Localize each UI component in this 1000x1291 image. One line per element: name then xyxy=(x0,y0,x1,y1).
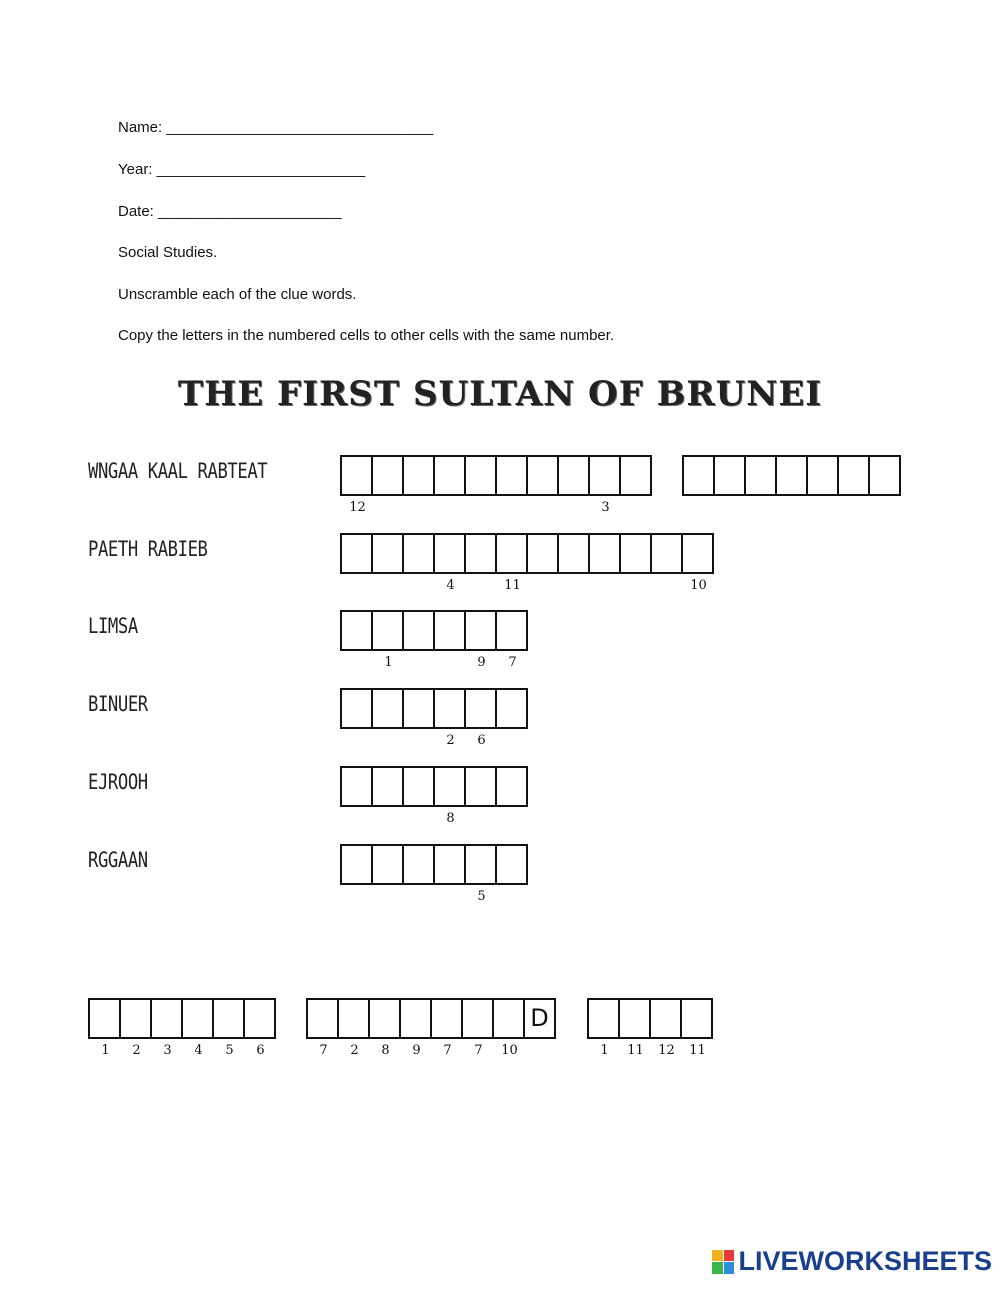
letter-cell[interactable] xyxy=(682,998,713,1058)
letter-input[interactable] xyxy=(870,457,899,494)
cell-number: 9 xyxy=(412,1043,421,1058)
letter-input[interactable] xyxy=(589,1000,618,1037)
letter-input[interactable] xyxy=(590,535,619,572)
letter-cell[interactable] xyxy=(401,998,432,1058)
subject-line: Social Studies. xyxy=(118,244,218,261)
letter-cell[interactable] xyxy=(245,998,276,1058)
letter-cell[interactable] xyxy=(373,533,404,574)
letter-input[interactable] xyxy=(432,1000,461,1037)
letter-input[interactable] xyxy=(404,457,433,494)
letter-input[interactable] xyxy=(620,1000,649,1037)
cell-number: 1 xyxy=(384,655,393,670)
letter-input[interactable] xyxy=(404,846,433,883)
letter-cell[interactable] xyxy=(651,998,682,1058)
letter-cell[interactable] xyxy=(342,455,373,515)
letter-input[interactable] xyxy=(435,457,464,494)
letter-cell[interactable] xyxy=(435,455,466,496)
letter-input[interactable] xyxy=(683,535,712,572)
letter-cell[interactable] xyxy=(373,766,404,807)
letter-cell[interactable] xyxy=(590,533,621,574)
letter-cell[interactable] xyxy=(308,998,339,1058)
cell-number: 6 xyxy=(256,1043,265,1058)
letter-input[interactable] xyxy=(466,535,495,572)
cell-number: 4 xyxy=(194,1043,203,1058)
instruction-unscramble: Unscramble each of the clue words. xyxy=(118,286,357,303)
letter-cell[interactable] xyxy=(404,766,435,807)
cell-number: 7 xyxy=(474,1043,483,1058)
letter-input[interactable] xyxy=(621,457,650,494)
letter-cell[interactable] xyxy=(652,533,683,574)
letter-cell[interactable] xyxy=(589,998,620,1058)
letter-input[interactable] xyxy=(339,1000,368,1037)
letter-cell[interactable] xyxy=(870,455,901,496)
letter-cell[interactable] xyxy=(497,688,528,729)
letter-cell[interactable] xyxy=(435,766,466,826)
prefilled-letter: D xyxy=(530,1004,549,1032)
letter-cell[interactable] xyxy=(494,998,525,1058)
letter-input[interactable] xyxy=(839,457,868,494)
letter-cell[interactable] xyxy=(497,533,528,593)
letter-input[interactable] xyxy=(435,612,464,649)
letter-input[interactable] xyxy=(404,612,433,649)
letter-cell[interactable] xyxy=(373,455,404,496)
letter-input[interactable] xyxy=(152,1000,181,1037)
letter-cell[interactable] xyxy=(339,998,370,1058)
year-line: Year: _________________________ xyxy=(118,161,366,178)
letter-cell[interactable] xyxy=(715,455,746,496)
letter-input[interactable] xyxy=(342,768,371,805)
instruction-copy: Copy the letters in the numbered cells to other cells with the same number. xyxy=(118,327,615,344)
letter-input[interactable] xyxy=(621,535,650,572)
letter-input[interactable] xyxy=(497,768,526,805)
letter-cell[interactable] xyxy=(370,998,401,1058)
letter-cell[interactable] xyxy=(373,610,404,670)
cell-number: 8 xyxy=(446,811,455,826)
letter-input[interactable] xyxy=(682,1000,711,1037)
scrambled-clue-word: RGGAAN xyxy=(88,848,148,872)
cell-number: 11 xyxy=(504,578,521,593)
letter-input[interactable] xyxy=(214,1000,243,1037)
letter-input[interactable] xyxy=(401,1000,430,1037)
letter-cell[interactable] xyxy=(404,688,435,729)
letter-grid xyxy=(340,533,528,593)
cell-number: 9 xyxy=(477,655,486,670)
cell-number: 5 xyxy=(477,889,486,904)
letter-cell[interactable] xyxy=(342,844,373,885)
letter-input[interactable] xyxy=(342,535,371,572)
letter-grid xyxy=(682,455,901,496)
scrambled-clue-word: BINUER xyxy=(88,692,148,716)
letter-input[interactable] xyxy=(497,690,526,727)
letter-cell[interactable] xyxy=(528,533,559,574)
cell-number: 7 xyxy=(443,1043,452,1058)
letter-grid xyxy=(340,844,528,904)
cell-number: 10 xyxy=(501,1043,518,1058)
letter-input[interactable] xyxy=(435,690,464,727)
letter-input[interactable] xyxy=(528,535,557,572)
letter-input[interactable] xyxy=(497,457,526,494)
letter-cell[interactable] xyxy=(373,688,404,729)
letter-input[interactable] xyxy=(466,768,495,805)
liveworksheets-logo xyxy=(712,1246,992,1277)
letter-input[interactable] xyxy=(808,457,837,494)
letter-input[interactable] xyxy=(373,457,402,494)
letter-input[interactable] xyxy=(183,1000,212,1037)
logo-text: LIVEWORKSHEETS xyxy=(738,1246,992,1276)
cell-number: 12 xyxy=(658,1043,675,1058)
letter-cell[interactable] xyxy=(90,998,121,1058)
letter-cell[interactable] xyxy=(435,533,466,593)
letter-cell[interactable] xyxy=(466,455,497,496)
letter-cell[interactable] xyxy=(525,998,556,1039)
letter-grid xyxy=(340,455,528,515)
letter-cell[interactable] xyxy=(466,766,497,807)
letter-cell[interactable] xyxy=(432,998,463,1058)
letter-input[interactable] xyxy=(435,535,464,572)
letter-cell[interactable] xyxy=(559,533,590,574)
letter-cell[interactable] xyxy=(214,998,245,1058)
letter-cell[interactable] xyxy=(621,455,652,496)
letter-grid xyxy=(526,533,714,593)
letter-cell[interactable] xyxy=(404,844,435,885)
cell-number: 3 xyxy=(163,1043,172,1058)
letter-input[interactable] xyxy=(373,768,402,805)
letter-input[interactable] xyxy=(342,612,371,649)
letter-cell[interactable] xyxy=(183,998,214,1058)
letter-cell[interactable] xyxy=(621,533,652,574)
letter-input[interactable] xyxy=(466,612,495,649)
letter-input[interactable] xyxy=(404,768,433,805)
letter-cell[interactable] xyxy=(435,610,466,651)
letter-cell[interactable] xyxy=(528,455,559,496)
letter-cell[interactable] xyxy=(808,455,839,496)
letter-cell[interactable] xyxy=(777,455,808,496)
letter-cell[interactable] xyxy=(435,688,466,748)
letter-input[interactable] xyxy=(373,846,402,883)
scrambled-clue-word: EJROOH xyxy=(88,770,148,794)
cell-number: 2 xyxy=(132,1043,141,1058)
letter-input[interactable] xyxy=(435,768,464,805)
scrambled-clue-word: LIMSA xyxy=(88,614,138,638)
letter-input[interactable] xyxy=(404,535,433,572)
letter-cell[interactable] xyxy=(839,455,870,496)
letter-input[interactable] xyxy=(466,690,495,727)
cell-number: 8 xyxy=(381,1043,390,1058)
letter-cell[interactable] xyxy=(342,610,373,651)
letter-cell[interactable] xyxy=(683,533,714,593)
letter-cell[interactable] xyxy=(466,844,497,904)
letter-grid xyxy=(340,688,528,748)
cell-number: 2 xyxy=(350,1043,359,1058)
letter-cell[interactable] xyxy=(342,688,373,729)
letter-cell[interactable] xyxy=(497,766,528,807)
letter-input[interactable] xyxy=(90,1000,119,1037)
letter-grid xyxy=(526,455,652,515)
letter-input[interactable] xyxy=(342,457,371,494)
letter-cell[interactable] xyxy=(466,533,497,574)
letter-input[interactable] xyxy=(777,457,806,494)
letter-input[interactable] xyxy=(373,612,402,649)
letter-input[interactable] xyxy=(651,1000,680,1037)
letter-cell[interactable] xyxy=(497,844,528,885)
letter-cell[interactable] xyxy=(497,455,528,496)
letter-input[interactable] xyxy=(121,1000,150,1037)
letter-cell[interactable] xyxy=(342,533,373,574)
letter-input[interactable] xyxy=(715,457,744,494)
letter-cell[interactable] xyxy=(466,610,497,670)
cell-number: 10 xyxy=(690,578,707,593)
letter-cell[interactable] xyxy=(590,455,621,515)
cell-number: 7 xyxy=(319,1043,328,1058)
cell-number: 1 xyxy=(101,1043,110,1058)
letter-input[interactable] xyxy=(746,457,775,494)
letter-input[interactable] xyxy=(559,457,588,494)
cell-number: 6 xyxy=(477,733,486,748)
letter-cell[interactable] xyxy=(373,844,404,885)
letter-input[interactable] xyxy=(466,457,495,494)
cell-number: 11 xyxy=(689,1043,706,1058)
letter-cell[interactable] xyxy=(684,455,715,496)
cell-number: 5 xyxy=(225,1043,234,1058)
letter-cell[interactable] xyxy=(121,998,152,1058)
letter-input[interactable] xyxy=(404,690,433,727)
letter-input[interactable] xyxy=(590,457,619,494)
letter-cell[interactable] xyxy=(435,844,466,885)
letter-grid xyxy=(306,998,556,1058)
letter-input[interactable] xyxy=(435,846,464,883)
letter-input[interactable] xyxy=(466,846,495,883)
cell-number: 4 xyxy=(446,578,455,593)
letter-cell[interactable] xyxy=(342,766,373,807)
worksheet-title: THE FIRST SULTAN OF BRUNEI xyxy=(177,374,823,414)
letter-input[interactable] xyxy=(559,535,588,572)
scrambled-clue-word: PAETH RABIEB xyxy=(88,537,208,561)
letter-input[interactable] xyxy=(245,1000,274,1037)
letter-input[interactable] xyxy=(342,846,371,883)
letter-input[interactable] xyxy=(494,1000,523,1037)
liveworksheets-logo-icon xyxy=(712,1250,734,1274)
cell-number: 12 xyxy=(349,500,366,515)
letter-input[interactable] xyxy=(370,1000,399,1037)
letter-input[interactable] xyxy=(373,535,402,572)
letter-input[interactable] xyxy=(497,612,526,649)
scrambled-clue-word: WNGAA KAAL RABTEAT xyxy=(88,459,268,483)
cell-number: 11 xyxy=(627,1043,644,1058)
date-line: Date: ______________________ xyxy=(118,203,342,220)
letter-grid xyxy=(88,998,276,1058)
cell-number: 2 xyxy=(446,733,455,748)
letter-cell[interactable] xyxy=(152,998,183,1058)
name-line: Name: ________________________________ xyxy=(118,119,434,136)
cell-number: 3 xyxy=(601,500,610,515)
letter-grid xyxy=(587,998,713,1058)
cell-number: 7 xyxy=(508,655,517,670)
letter-cell[interactable] xyxy=(620,998,651,1058)
letter-grid xyxy=(340,610,528,670)
letter-input[interactable] xyxy=(373,690,402,727)
letter-input[interactable] xyxy=(528,457,557,494)
letter-input[interactable] xyxy=(497,846,526,883)
letter-grid xyxy=(340,766,528,826)
letter-cell[interactable] xyxy=(404,533,435,574)
letter-input[interactable] xyxy=(684,457,713,494)
letter-input[interactable] xyxy=(652,535,681,572)
letter-input[interactable] xyxy=(463,1000,492,1037)
letter-cell[interactable] xyxy=(559,455,590,496)
letter-input[interactable] xyxy=(497,535,526,572)
cell-number: 1 xyxy=(600,1043,609,1058)
letter-cell[interactable] xyxy=(404,610,435,651)
letter-cell[interactable] xyxy=(463,998,494,1058)
letter-cell[interactable] xyxy=(497,610,528,670)
letter-input[interactable] xyxy=(308,1000,337,1037)
letter-cell[interactable] xyxy=(466,688,497,748)
letter-cell[interactable] xyxy=(746,455,777,496)
letter-input[interactable] xyxy=(342,690,371,727)
letter-cell[interactable] xyxy=(404,455,435,496)
